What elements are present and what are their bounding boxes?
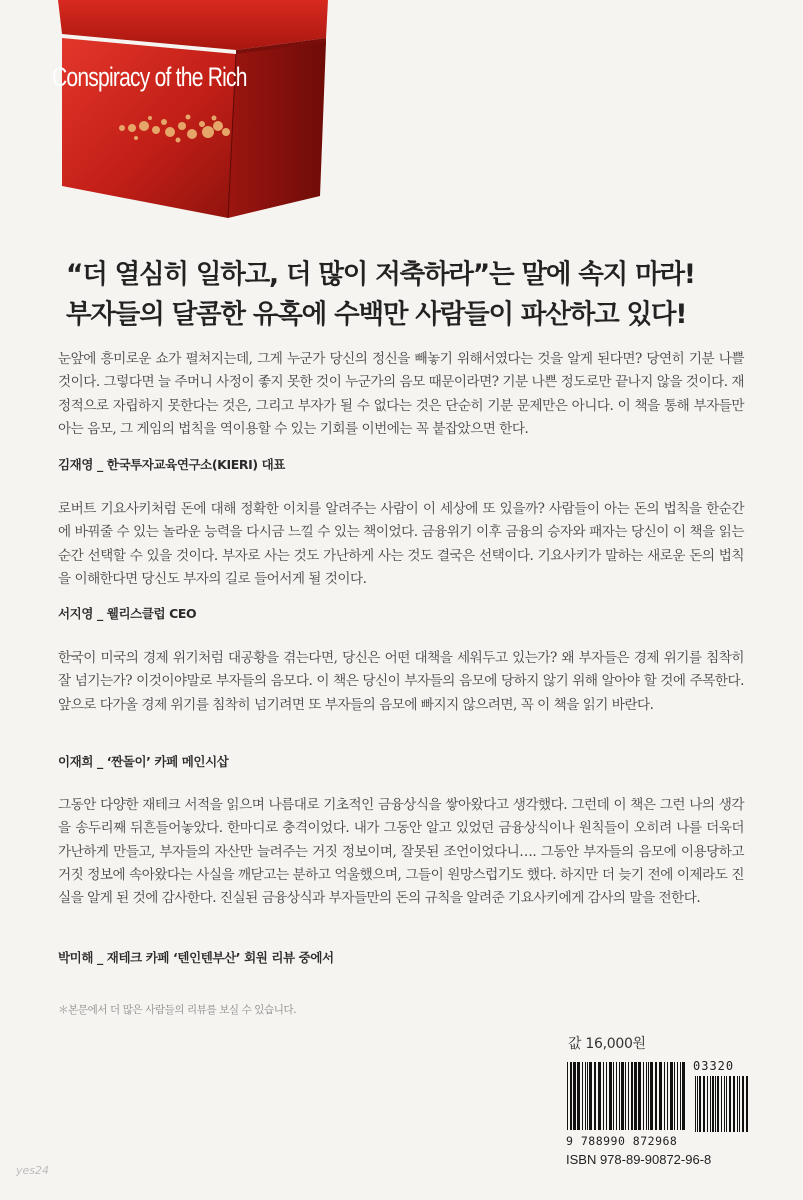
isbn-text: ISBN 978-89-90872-96-8 (566, 1152, 712, 1167)
barcode-addon-number: 03320 (693, 1059, 735, 1073)
review-text-3: 한국이 미국의 경제 위기처럼 대공황을 겪는다면, 당신은 어떤 대책을 세워두고 있는가? 왜 부자들은 경제 위기를 침착히 잘 넘기는가? 이것이야말로 부자들의 음모다. 이 책은 당신이 부자들의 음모에 당하지 않기 위해 알아야 할 것에 주목한다. 앞으로 다가올 경제 위기를 침착히 넘기려면 또 부자들의 음모에 빠지지 않으려면, 꼭 이 책을 읽기 바란다. (58, 650, 744, 713)
headline-line-1: “더 열심히 일하고, 더 많이 저축하라”는 말에 속지 마라! (66, 259, 695, 290)
review-author-2: 서지영 _ 웰리스클럽 CEO (58, 606, 197, 621)
price-label: 값 16,000원 (568, 1036, 646, 1052)
review-author-4: 박미해 _ 재테크 카페 ‘텐인텐부산’ 회원 리뷰 중에서 (58, 950, 334, 965)
footnote: ＊본문에서 더 많은 사람들의 리뷰를 보실 수 있습니다. (58, 1004, 297, 1016)
review-text-2: 로버트 기요사키처럼 돈에 대해 정확한 이치를 알려주는 사람이 이 세상에 또 있을까? 사람들이 아는 돈의 법칙을 한순간에 바꿔줄 수 있는 놀라운 능력을 다시금 느낄 수 있는 책이었다. 금융위기 이후 금융의 승자와 패자는 당신이 이 책을 읽는 순간 선택할 수 있을 것이다. 부자로 사는 것도 가난하게 사는 것도 결국은 선택이다. 기요사키가 말하는 새로운 돈의 법칙을 이해한다면 당신도 부자의 길로 들어서게 될 것이다. (58, 501, 744, 587)
review-author-3: 이재희 _ ‘짠돌이’ 카페 메인시삽 (58, 754, 229, 769)
barcode-ean-number: 9 788990 872968 (566, 1134, 678, 1148)
red-box-graphic (40, 0, 340, 225)
headline-line-2: 부자들의 달콤한 유혹에 수백만 사람들이 파산하고 있다! (66, 299, 687, 330)
watermark-logo: yes24 (16, 1164, 50, 1177)
review-text-4: 그동안 다양한 재테크 서적을 읽으며 나름대로 기초적인 금융상식을 쌓아왔다고 생각했다. 그런데 이 책은 그런 나의 생각을 송두리째 뒤흔들어놓았다. 한마디로 충격이었다. 내가 그동안 알고 있었던 금융상식이나 원칙들이 오히려 나를 더욱더 가난하게 만들고, 부자들의 자산만 늘려주는 거짓 정보이며, 잘못된 조언이었다니…. 그동안 부자들의 음모에 이용당하고 거짓 정보에 속아왔다는 사실을 깨닫고는 분하고 억울했으며, 그들이 원망스럽기도 했다. 하지만 더 늦기 전에 이제라도 진실을 알게 된 것에 감사한다. 진실된 금융상식과 부자들만의 돈의 규칙을 알려준 기요사키에게 감사의 말을 전한다. (58, 797, 744, 907)
cover-box-image (40, 0, 340, 225)
review-text-1: 눈앞에 흥미로운 쇼가 펼쳐지는데, 그게 누군가 당신의 정신을 빼놓기 위해서였다는 것을 알게 된다면? 당연히 기분 나쁠 것이다. 그렇다면 늘 주머니 사정이 좋지 못한 것이 누군가의 음모 때문이라면? 기분 나쁜 정도로만 끝나지 않을 것이다. 재정적으로 자립하지 못한다는 것은, 그리고 부자가 될 수 없다는 것은 단순히 기분 문제만은 아니다. 이 책을 통해 부자들만 아는 음모, 그 게임의 법칙을 역이용할 수 있는 기회를 이번에는 꼭 붙잡았으면 한다. (58, 351, 744, 437)
review-author-1: 김재영 _ 한국투자교육연구소(KIERI) 대표 (58, 457, 285, 472)
cover-title: Conspiracy of the Rich (52, 62, 247, 92)
